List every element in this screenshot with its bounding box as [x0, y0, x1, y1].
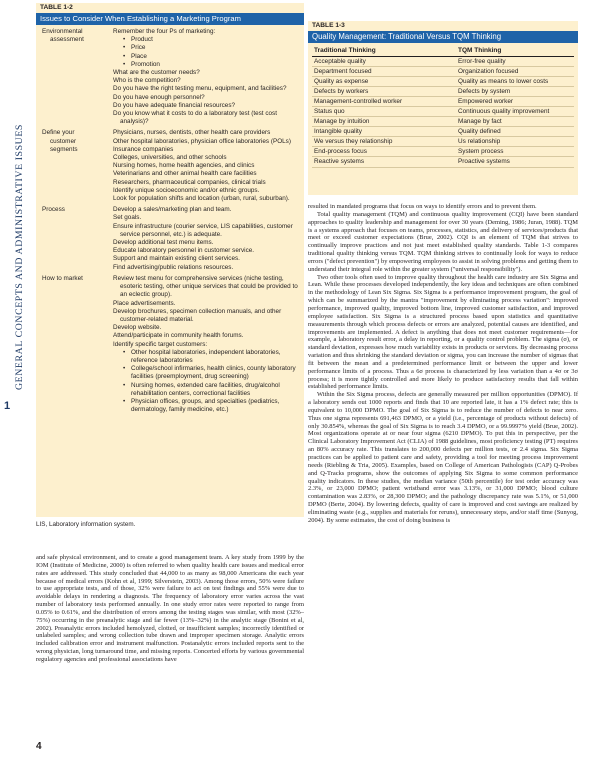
table-row	[312, 67, 574, 77]
list-item: Physicians, nurses, dentists, other health care providers	[113, 129, 271, 137]
list-item: Veterinarians and other animal health care facilities	[113, 170, 257, 178]
table-1-3-header	[312, 45, 574, 57]
cell-tqm: Quality as means to lower costs	[458, 78, 549, 86]
list-item: Nursing homes, home health agencies, and clinics	[113, 162, 255, 170]
list-item: Place advertisements.	[113, 299, 176, 307]
bullet-item: • Product	[113, 36, 300, 44]
table-1-3-title: Quality Management: Traditional Versus TQM Thinking	[308, 31, 578, 43]
list-item: Look for population shifts and location (urban, rural, suburban).	[113, 195, 290, 203]
bullet-item: • Other hospital laboratories, independent laboratories, reference laboratories	[113, 349, 300, 365]
cell-traditional: Department focused	[314, 68, 372, 76]
table-row	[312, 97, 574, 107]
cell-tqm: Manage by fact	[458, 118, 502, 126]
list-item: Colleges, universities, and other schools	[113, 154, 227, 162]
cell-tqm: Error-free quality	[458, 58, 506, 65]
cell-tqm: Proactive systems	[458, 158, 510, 166]
table-1-2-footnote	[36, 521, 135, 529]
section-label-line: Define your	[42, 129, 75, 137]
cell-tqm: System process	[458, 148, 504, 156]
bullet-item: • Place	[113, 53, 300, 61]
footnote-abbr: LIS,	[36, 521, 48, 528]
table-1-2	[36, 3, 304, 517]
paragraph: resulted in mandated programs that focus on ways to identify errors and to prevent them.	[308, 203, 537, 210]
table-1-2-body	[36, 25, 304, 414]
page-number: 4	[36, 741, 42, 752]
list-item: Remember the four Ps of marketing:	[113, 28, 216, 35]
table-row	[312, 77, 574, 87]
cell-tqm: Organization focused	[458, 68, 519, 76]
section-label	[40, 129, 113, 203]
table-1-2-section	[40, 28, 300, 126]
section-label	[40, 275, 113, 414]
bullet-item: • Physician offices, groups, and specialties (pediatrics, dermatology, family medicine, etc.)	[113, 398, 300, 414]
chapter-sidebar	[0, 0, 27, 768]
list-item: Ensure infrastructure (courier service, LIS capabilities, customer service personnel, etc.) is adequate.	[113, 222, 293, 238]
list-item: Researchers, pharmaceutical companies, clinical trials	[113, 178, 266, 186]
footnote-text: Laboratory information system.	[47, 521, 136, 528]
section-items	[113, 129, 300, 203]
section-label-line: How to market	[42, 274, 83, 282]
list-item: Insurance companies	[113, 145, 174, 153]
list-item: Develop a sales/marketing plan and team.	[113, 206, 232, 214]
list-item: Who is the competition?	[113, 77, 181, 85]
list-item: Do you have enough personnel?	[113, 93, 205, 101]
section-label-line: Process	[42, 206, 65, 214]
paragraph: and safe physical environment, and to create a good management team. A key study from 1999 by the IOM (Institute of Medicine, 2000) is often referred to when quality health care issues and medical error rates are addressed. This study concluded that 44,000 to as many as 98,000 Americans die each year because of medical errors (Kohn et al, 1999; Silverstein, 2003). Among those errors, 50% were failure to use appropriate tests, and of those, 32% were failure to act on test findings and 55% were due to avoidable delays in rendering a diagnosis. The frequency of laboratory error varies across the vast number of laboratory tests performed annually. In one study error rates were reported to range from 0.05% to 0.61%, and the distribution of errors among the testing stages was similar, with most (32%–75%) occurring in the preanalytic stage and far fewer (13%–32%) in the analytic stage (Bonini et al, 2002). Preanalytic errors included hemolyzed, clotted, or insufficient samples; incorrectly identified or unlabeled samples; and wrong collection tube drawn and improper specimen storage. Analytic errors included calibration error and instrument malfunction. Postanalytic errors included reports sent to the wrong physician, long turnaround time, and missing reports. Concerted efforts by various governmental regulatory agencies and professional associations have	[36, 554, 304, 663]
chapter-number: 1	[4, 400, 11, 412]
table-row	[312, 157, 574, 167]
cell-traditional: Reactive systems	[314, 158, 365, 166]
list-item: Support and maintain existing client services.	[113, 255, 240, 263]
table-row	[312, 57, 574, 67]
cell-traditional: End-process focus	[314, 148, 367, 156]
list-item: Do you know what it costs to do a laboratory test (test cost analysis)?	[113, 110, 277, 126]
list-item: Develop website.	[113, 324, 162, 332]
table-1-2-section	[40, 129, 300, 203]
paragraph: Total quality management (TQM) and continuous quality improvement (CQI) have been standard approaches to quality leadership and management for over 30 years (Deming, 1986; Juran, 1988). TQM is a systems approach that focuses on teams, processes, statistics, and delivery of services/products that meet or exceed customer expectations (Brue, 2002). CQI is an element of TQM that strives to continually improve practices and not just meet established quality standards. Table 1-3 compares traditional quality thinking versus TQM. TQM thinking strives to continually look for ways to reduce errors ("defect prevention") by empowering employees to assist in solving problems and getting them to understand their integral role within the greater system ("universal responsibility").	[308, 210, 578, 273]
list-item: Review test menu for comprehensive services (niche testing, esoteric testing, other unique services that could be provided to an eclectic group).	[113, 274, 298, 299]
bullet-item: • College/school infirmaries, health clinics, county laboratory facilities (preemployment, drug screening)	[113, 365, 300, 381]
cell-traditional: Quality as expense	[314, 78, 369, 86]
chapter-title: GENERAL CONCEPTS AND ADMINISTRATIVE ISSUES	[14, 124, 25, 390]
table-1-2-section	[40, 206, 300, 272]
cell-tqm: Empowered worker	[458, 98, 514, 106]
section-label-line: customer	[50, 137, 77, 145]
list-item: Other hospital laboratories, physician office laboratories (POLs)	[113, 137, 291, 145]
section-label-line: segments	[50, 145, 78, 153]
table-row	[312, 107, 574, 117]
list-item: Develop additional test menu items.	[113, 239, 214, 247]
table-1-2-title: Issues to Consider When Establishing a Marketing Program	[36, 13, 304, 25]
header-traditional: Traditional Thinking	[314, 47, 376, 54]
cell-traditional: We versus they relationship	[314, 138, 393, 146]
list-item: Do you have the right testing menu, equipment, and facilities?	[113, 85, 287, 93]
list-item: What are the customer needs?	[113, 69, 200, 77]
list-item: Set goals.	[113, 214, 142, 222]
cell-tqm: Us relationship	[458, 138, 501, 146]
paragraph: Within the Six Sigma process, defects are generally measured per million opportunities (DPMO). If a laboratory sends out 1000 reports and finds that 10 are reported late, it has a 1% defect rate; this is equivalent to 10,000 DPMO. The goal of Six Sigma is to reduce the number of defects to near zero. Thus one sigma represents 691,463 DPMO, or a yield (i.e., percentage of products without defects) of only 30.854%, whereas the goal of Six Sigma is to reach 3.4 DPMO, or a 99.9997% yield (Brue, 2002). Most organizations operate at or near four sigma (6210 DPMO). To put this in perspective, per the Clinical Laboratory Improvement Act (CLIA) of 1988 guidelines, most proficiency testing (PT) requires an 80% accuracy rate. This translates to 200,000 defects per million tests, or 2.4 sigma. Six Sigma practices can be applied to patient care and safety, providing a tool for meeting process improvement needs (Riebling & Tria, 2005). Examples, based on College of American Pathologists (CAP) Q-Probes and Q-Tracks programs, show the outcomes of applying Six Sigma to some common performance quality indicators. In these studies, the median variance (50th percentile) for test order accuracy was 2.3%, or 23,000 DPMO; patient wristband error was 3.13%, or 31,000 DPMO; blood culture contamination was 2.83%, or 28,300 DPMO; and the pathology discrepancy rate was 5.1%, or 51,000 DPMO (Berte, 2004). By lowering defects, quality of care is improved and cost savings are realized by eliminating waste (e.g., supplies and materials for reruns), unnecessary steps, and/or staff time (Sunyog, 2004). By some estimates, the cost of doing business is	[308, 391, 578, 524]
bullet-item: • Promotion	[113, 61, 300, 69]
cell-traditional: Manage by intuition	[314, 118, 370, 126]
table-row	[312, 127, 574, 137]
table-row	[312, 137, 574, 147]
table-1-3-label: TABLE 1-3	[312, 22, 345, 29]
list-item: Educate laboratory personnel in customer service.	[113, 247, 255, 255]
list-item: Attend/participate in community health forums.	[113, 332, 244, 340]
cell-traditional: Status quo	[314, 108, 345, 116]
list-item: Identify unique socioeconomic and/or ethnic groups.	[113, 186, 260, 194]
table-1-3	[308, 21, 578, 195]
section-label	[40, 206, 113, 272]
cell-tqm: Continuous quality improvement	[458, 108, 550, 116]
list-item: Find advertising/public relations resources.	[113, 263, 234, 271]
cell-traditional: Acceptable quality	[314, 58, 366, 65]
cell-traditional: Management-controlled worker	[314, 98, 403, 106]
bullet-item: • Nursing homes, extended care facilities, drug/alcohol rehabilitation centers, correctional facilities	[113, 382, 300, 398]
list-item: Identify specific target customers:	[113, 340, 208, 348]
cell-traditional: Defects by workers	[314, 88, 369, 96]
bullet-item: • Price	[113, 44, 300, 52]
section-items	[113, 206, 300, 272]
table-row	[312, 117, 574, 127]
table-1-2-label: TABLE 1-2	[40, 4, 73, 11]
section-items	[113, 275, 300, 414]
section-label	[40, 28, 113, 126]
table-1-2-section	[40, 275, 300, 414]
cell-traditional: Intangible quality	[314, 128, 362, 136]
cell-tqm: Defects by system	[458, 88, 511, 96]
body-text-left	[36, 554, 304, 664]
section-label-line: Environmental	[42, 28, 83, 35]
cell-tqm: Quality defined	[458, 128, 501, 136]
header-tqm: TQM Thinking	[458, 47, 502, 54]
table-row	[312, 147, 574, 157]
list-item: Develop brochures, specimen collection manuals, and other customer-related material.	[113, 307, 282, 323]
section-label-line: assessment	[50, 36, 84, 44]
section-items	[113, 28, 300, 126]
list-item: Do you have adequate financial resources?	[113, 101, 236, 109]
table-1-3-rows	[308, 57, 578, 168]
body-text-right	[308, 203, 578, 525]
table-row	[312, 87, 574, 97]
paragraph: Two other tools often used to improve quality throughout the health care industry are Six Sigma and Lean. While these processes developed independently, the key ideas and techniques are often combined in the methodology of Lean Six Sigma. Six Sigma is a performance improvement program, the goal of which can be summarized by the mantra "improvement by eliminating process variation": improved performance, improved quality, improved bottom line, improved customer satisfaction, and improved employee satisfaction. Six Sigma is a structured process based upon statistics and quantitative measurements through which process defects or errors are analyzed, potential causes are identified, and improvements are implemented. A defect is anything that does not meet customer requirements—for example, a laboratory result error, a delay in reporting, or a quality control problem. The sigma (σ), or standard deviation, expresses how much variability exists in products or services. By decreasing process variation and thus shrinking the standard deviation or sigma, you can increase the number of sigmas that fit between the mean and a predetermined performance limit or between the upper and lower performance limits of a process. Thus a 6σ process is characterized by less variation than a 4σ or 3σ process; it is more tightly controlled and more likely to produce satisfactory results that fall within established performance limits.	[308, 273, 578, 391]
